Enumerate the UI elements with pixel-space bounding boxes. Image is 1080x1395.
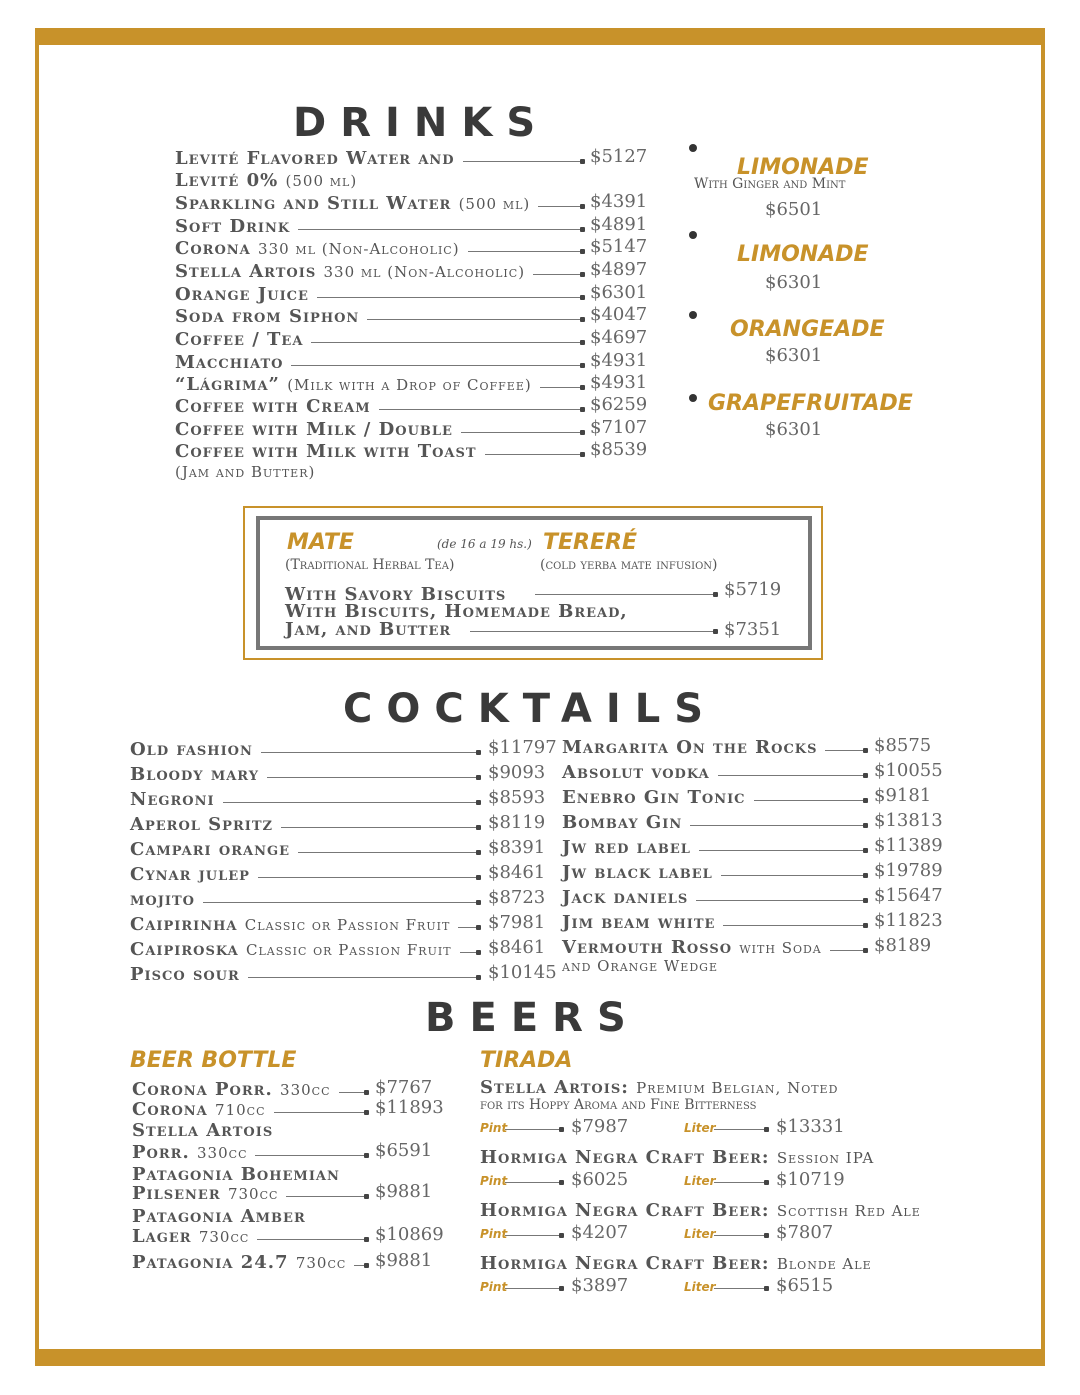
beer-bottle-item-price: $10869 — [375, 1224, 444, 1245]
cocktail-item-name: Negroni — [130, 789, 215, 810]
cocktail-item — [562, 888, 688, 908]
leader — [317, 297, 582, 298]
beer-bottle-item-price: $7767 — [375, 1077, 433, 1098]
leader — [281, 827, 478, 828]
cocktail-item-note: and Orange Wedge — [562, 957, 718, 975]
mate-item-1: With Savory Biscuits — [285, 584, 507, 605]
leader — [461, 432, 582, 433]
drink-item-note: (Milk with a Drop of Coffee) — [287, 376, 532, 394]
cocktail-item — [562, 763, 710, 783]
beer-bottle-item — [132, 1207, 306, 1227]
drink-item — [175, 262, 525, 282]
tirada-desc: Scottish Red Ale — [776, 1202, 921, 1220]
cocktail-item-name: Campari orange — [130, 839, 290, 860]
drink-item-price: $4891 — [590, 214, 648, 235]
drink-item-price: $4391 — [590, 191, 648, 212]
leader — [714, 1182, 766, 1183]
cocktail-item — [130, 740, 253, 760]
leader — [286, 1196, 366, 1197]
cocktail-item — [130, 840, 290, 860]
leader — [699, 850, 865, 851]
drink-item-price: $4047 — [590, 304, 648, 325]
cocktail-item-name: Pisco sour — [130, 964, 240, 985]
tirada-pint-price: $6025 — [571, 1169, 629, 1190]
cocktail-item — [130, 865, 250, 885]
mate-price-2: $7351 — [724, 619, 782, 640]
leader — [311, 342, 582, 343]
tirada-pint-price: $3897 — [571, 1275, 629, 1296]
drink-item-name: Macchiato — [175, 352, 284, 373]
beer-bottle-item — [132, 1253, 346, 1273]
cocktail-item — [562, 956, 718, 976]
cocktail-item-price: $11389 — [874, 835, 943, 856]
cocktail-item-price: $10145 — [488, 962, 557, 983]
beers-title: BEERS — [425, 995, 640, 1041]
drink-item-name: Coffee with Cream — [175, 396, 371, 417]
pint-label: Pint — [480, 1174, 508, 1188]
drink-item — [175, 194, 530, 214]
drink-item — [175, 462, 315, 482]
drink-item-name: Orange Juice — [175, 284, 309, 305]
drink-item-price: $7107 — [590, 417, 648, 438]
cocktail-item-name: Caipiroska — [130, 939, 239, 960]
special-name: LIMONADE — [737, 242, 869, 267]
cocktail-item — [130, 940, 452, 960]
leader — [505, 1288, 561, 1289]
drink-item — [175, 171, 357, 191]
cocktails-title: COCKTAILS — [343, 686, 718, 732]
beer-bottle-item — [132, 1080, 331, 1100]
cocktail-item-price: $11823 — [874, 910, 943, 931]
cocktail-item-price: $7981 — [488, 912, 546, 933]
mate-time-note: (de 16 a 19 hs.) — [437, 537, 532, 551]
tirada-pint-price: $7987 — [571, 1116, 629, 1137]
cocktail-item — [130, 890, 195, 910]
mate-price-1: $5719 — [724, 579, 782, 600]
drink-item — [175, 353, 283, 373]
leader — [291, 365, 582, 366]
drink-item-note: 330 ml (Non-Alcoholic) — [323, 263, 526, 281]
cocktail-item-note: Classic or Passion Fruit — [246, 941, 452, 959]
drink-item — [175, 239, 460, 259]
cocktail-item-name: Old fashion — [130, 739, 253, 760]
leader — [485, 454, 582, 455]
beer-bottle-item-name: Corona — [132, 1099, 208, 1120]
special-price: $6301 — [765, 272, 823, 293]
tirada-desc: Blonde Ale — [776, 1255, 872, 1273]
cocktail-item — [562, 738, 817, 758]
cocktail-item — [562, 838, 691, 858]
drink-item — [175, 307, 359, 327]
tirada-liter-price: $10719 — [776, 1169, 845, 1190]
cocktail-item-name: Jack daniels — [562, 887, 689, 908]
special-price: $6301 — [765, 419, 823, 440]
liter-label: Liter — [684, 1174, 716, 1188]
special-name: GRAPEFRUITADE — [708, 391, 913, 416]
cocktail-item-price: $8461 — [488, 862, 546, 883]
special-price: $6501 — [765, 199, 823, 220]
drink-item-note: (500 ml) — [285, 172, 358, 190]
leader — [535, 594, 715, 595]
cocktail-item-price: $15647 — [874, 885, 943, 906]
cocktail-item-price: $8119 — [488, 812, 546, 833]
leader — [721, 875, 865, 876]
beer-bottle-item — [132, 1184, 278, 1204]
beer-bottle-item-price: $9881 — [375, 1181, 433, 1202]
leader — [690, 825, 865, 826]
leader — [367, 319, 582, 320]
mate-item-2a: With Biscuits, Homemade Bread, — [285, 601, 628, 622]
leader — [463, 161, 582, 162]
leader — [714, 1129, 766, 1130]
leader — [379, 409, 582, 410]
tirada-item — [480, 1254, 872, 1274]
beer-bottle-item — [132, 1143, 247, 1163]
cocktail-item-name: Enebro Gin Tonic — [562, 787, 746, 808]
drink-item-name: “Lágrima” — [175, 374, 280, 395]
leader — [714, 1288, 766, 1289]
beer-bottle-item-name: Porr. — [132, 1142, 190, 1163]
leader — [258, 877, 478, 878]
cocktail-item-name: Aperol Spritz — [130, 814, 274, 835]
cocktail-item — [562, 788, 746, 808]
tirada-liter-price: $6515 — [776, 1275, 834, 1296]
leader — [354, 1265, 366, 1266]
leader — [533, 274, 582, 275]
drink-item-price: $4897 — [590, 259, 648, 280]
leader — [339, 1092, 367, 1093]
beer-bottle-item-price: $6591 — [375, 1140, 433, 1161]
drink-item — [175, 149, 455, 169]
leader — [460, 952, 478, 953]
leader — [274, 1112, 367, 1113]
drink-item-price: $5127 — [590, 146, 648, 167]
cocktail-item — [562, 913, 715, 933]
drink-item-price: $6301 — [590, 282, 648, 303]
leader — [298, 229, 582, 230]
beer-bottle-item-note: 730cc — [198, 1228, 250, 1246]
cocktail-item-name: Jim beam white — [562, 912, 716, 933]
drink-item-price: $4931 — [590, 350, 648, 371]
cocktail-item-name: Margarita On the Rocks — [562, 737, 818, 758]
bullet-icon — [689, 311, 697, 319]
drink-item-price: $5147 — [590, 236, 648, 257]
drink-item-price: $4697 — [590, 327, 648, 348]
leader — [267, 777, 478, 778]
drink-item-name: Coffee with Milk / Double — [175, 419, 453, 440]
leader — [754, 800, 865, 801]
mate-item-2b: Jam, and Butter — [285, 619, 452, 640]
tirada-item — [480, 1078, 838, 1098]
cocktail-item-name: Jw red label — [562, 837, 691, 858]
cocktail-item — [562, 863, 713, 883]
cocktail-item — [562, 938, 822, 958]
beer-bottle-item-name: Patagonia 24.7 — [132, 1252, 289, 1273]
beer-bottle-item — [132, 1121, 273, 1141]
cocktail-item — [130, 815, 273, 835]
cocktail-item-name: mojito — [130, 889, 195, 910]
special-desc: With Ginger and Mint — [694, 176, 846, 192]
leader — [825, 750, 865, 751]
cocktail-item-price: $10055 — [874, 760, 943, 781]
tirada-name: Hormiga Negra Craft Beer: — [480, 1200, 770, 1221]
drink-item-name: Stella Artois — [175, 261, 317, 282]
mate-label: MATE — [287, 530, 354, 555]
drink-item-price: $8539 — [590, 439, 648, 460]
leader — [714, 1235, 766, 1236]
drink-item-note: (500 ml) — [458, 195, 531, 213]
cocktail-item-price: $19789 — [874, 860, 943, 881]
cocktail-item-name: Bombay Gin — [562, 812, 683, 833]
beer-bottle-item-name: Lager — [132, 1226, 192, 1247]
cocktail-item-price: $9093 — [488, 762, 546, 783]
cocktail-item-name: Caipirinha — [130, 914, 238, 935]
cocktail-item — [130, 965, 240, 985]
beer-bottle-item-name: Patagonia Amber — [132, 1206, 306, 1227]
pint-label: Pint — [480, 1227, 508, 1241]
cocktail-item — [130, 915, 450, 935]
drink-item — [175, 442, 477, 462]
leader — [540, 387, 582, 388]
beer-bottle-item-name: Corona Porr. — [132, 1079, 273, 1100]
leader — [718, 775, 865, 776]
drink-item-name: Sparkling and Still Water — [175, 193, 452, 214]
special-name: LIMONADE — [737, 155, 869, 180]
drink-item — [175, 330, 303, 350]
tirada-item — [480, 1201, 921, 1221]
bullet-icon — [689, 144, 697, 152]
cocktail-item-price: $13813 — [874, 810, 943, 831]
cocktail-item-note: with Soda — [739, 939, 822, 957]
terere-desc: (cold yerba mate infusion) — [540, 557, 718, 573]
drink-item-name: Levité Flavored Water and — [175, 148, 455, 169]
cocktail-item-price: $8723 — [488, 887, 546, 908]
tirada-desc: Premium Belgian, Noted — [636, 1079, 839, 1097]
drink-item-name: Levité 0% — [175, 170, 279, 191]
drink-item-name: Coffee / Tea — [175, 329, 304, 350]
cocktail-item-name: Absolut vodka — [562, 762, 710, 783]
tirada-label: TIRADA — [480, 1048, 573, 1073]
drink-item — [175, 217, 290, 237]
drinks-title: DRINKS — [293, 100, 550, 146]
beer-bottle-item-name: Patagonia Bohemian — [132, 1164, 340, 1185]
cocktail-item — [130, 765, 259, 785]
leader — [505, 1129, 561, 1130]
beer-bottle-item — [132, 1100, 266, 1120]
drink-item-name: Corona — [175, 238, 251, 259]
leader — [830, 950, 865, 951]
leader — [538, 206, 582, 207]
drink-item-note: (Jam and Butter) — [175, 463, 316, 481]
cocktail-item-name: Bloody mary — [130, 764, 259, 785]
drink-item — [175, 285, 309, 305]
liter-label: Liter — [684, 1280, 716, 1294]
leader — [470, 631, 715, 632]
drink-item — [175, 375, 532, 395]
cocktail-item-price: $8189 — [874, 935, 932, 956]
leader — [257, 1239, 366, 1240]
pint-label: Pint — [480, 1280, 508, 1294]
tirada-name: Hormiga Negra Craft Beer: — [480, 1147, 770, 1168]
beer-bottle-item-price: $9881 — [375, 1250, 433, 1271]
tirada-name: Stella Artois: — [480, 1077, 629, 1098]
tirada-desc2: for its Hoppy Aroma and Fine Bitterness — [480, 1097, 757, 1113]
tirada-desc: Session IPA — [776, 1149, 875, 1167]
mate-desc: (Traditional Herbal Tea) — [285, 557, 455, 573]
cocktail-item-price: $8575 — [874, 735, 932, 756]
beer-bottle-item — [132, 1227, 249, 1247]
beer-bottle-item-name: Pilsener — [132, 1183, 221, 1204]
beer-bottle-item — [132, 1165, 340, 1185]
special-name: ORANGEADE — [730, 317, 885, 342]
cocktail-item — [562, 813, 682, 833]
leader — [723, 925, 865, 926]
leader — [505, 1182, 561, 1183]
leader — [203, 902, 478, 903]
leader — [261, 752, 478, 753]
cocktail-item-note: Classic or Passion Fruit — [244, 916, 451, 934]
terere-label: TERERÉ — [543, 530, 637, 555]
cocktail-item-name: Vermouth Rosso — [562, 937, 733, 958]
tirada-pint-price: $4207 — [571, 1222, 629, 1243]
drink-item-name: Soda from Siphon — [175, 306, 360, 327]
drink-item-price: $6259 — [590, 394, 648, 415]
leader — [223, 802, 478, 803]
beer-bottle-item-note: 730cc — [227, 1185, 279, 1203]
leader — [468, 251, 582, 252]
tirada-liter-price: $7807 — [776, 1222, 834, 1243]
cocktail-item-price: $11797 — [488, 737, 557, 758]
bullet-icon — [689, 231, 697, 239]
leader — [458, 927, 478, 928]
drink-item-price: $4931 — [590, 372, 648, 393]
special-price: $6301 — [765, 345, 823, 366]
leader — [248, 977, 478, 978]
liter-label: Liter — [684, 1121, 716, 1135]
beer-bottle-item-price: $11893 — [375, 1097, 444, 1118]
cocktail-item-name: Cynar julep — [130, 864, 250, 885]
leader — [505, 1235, 561, 1236]
leader — [696, 900, 865, 901]
cocktail-item-price: $9181 — [874, 785, 932, 806]
beer-bottle-label: BEER BOTTLE — [130, 1048, 297, 1073]
beer-bottle-item-name: Stella Artois — [132, 1120, 274, 1141]
cocktail-item-price: $8391 — [488, 837, 546, 858]
tirada-liter-price: $13331 — [776, 1116, 845, 1137]
liter-label: Liter — [684, 1227, 716, 1241]
pint-label: Pint — [480, 1121, 508, 1135]
cocktail-item-price: $8461 — [488, 937, 546, 958]
tirada-item — [480, 1148, 874, 1168]
bullet-icon — [689, 394, 697, 402]
tirada-name: Hormiga Negra Craft Beer: — [480, 1253, 770, 1274]
drink-item-name: Coffee with Milk with Toast — [175, 441, 477, 462]
beer-bottle-item-note: 730cc — [295, 1254, 347, 1272]
beer-bottle-item-note: 330cc — [280, 1081, 331, 1099]
drink-item-note: 330 ml (Non-Alcoholic) — [258, 240, 460, 258]
leader — [298, 852, 478, 853]
drink-item — [175, 397, 371, 417]
beer-bottle-item-note: 330cc — [197, 1144, 248, 1162]
cocktail-item — [130, 790, 215, 810]
cocktail-item-price: $8593 — [488, 787, 546, 808]
beer-bottle-item-note: 710cc — [215, 1101, 266, 1119]
drink-item — [175, 420, 453, 440]
cocktail-item-name: Jw black label — [562, 862, 713, 883]
leader — [255, 1155, 366, 1156]
drink-item-name: Soft Drink — [175, 216, 291, 237]
